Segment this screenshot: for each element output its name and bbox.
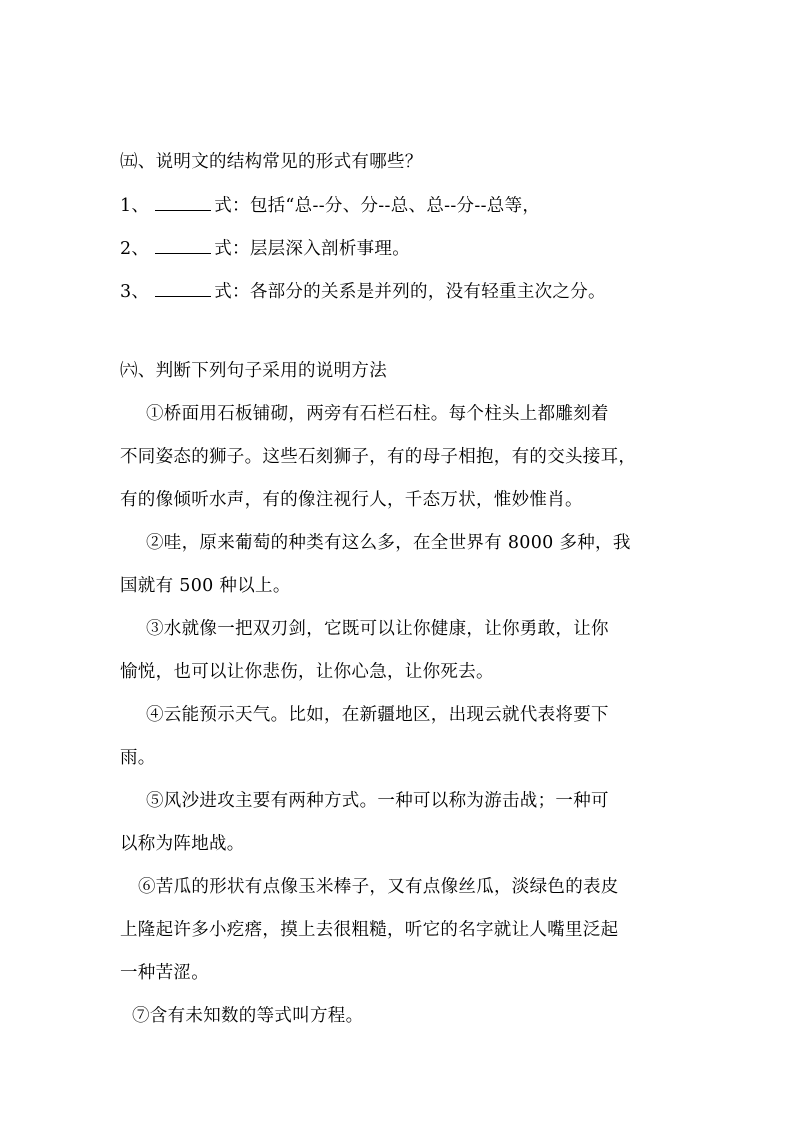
section5-item-2 [120, 235, 410, 260]
paragraph-2-line: ②哇，原来葡萄的种类有这么多，在全世界有 8000 多种，我 [146, 533, 631, 553]
item-number: 1、 [120, 196, 150, 216]
answer-blank[interactable] [155, 235, 211, 254]
paragraph-6-line: 上隆起许多小疙瘩，摸上去很粗糙，听它的名字就让人嘴里泛起 [120, 920, 619, 940]
item-text: 式：层层深入剖析事理。 [214, 239, 411, 259]
answer-blank[interactable] [155, 192, 211, 211]
item-number: 2、 [120, 239, 150, 259]
paragraph-5-line: 以称为阵地战。 [120, 834, 245, 854]
section5-item-3 [120, 278, 606, 303]
item-number: 3、 [120, 282, 150, 302]
paragraph-4-line: 雨。 [120, 748, 156, 768]
item-text: 式：各部分的关系是并列的，没有轻重主次之分。 [214, 282, 606, 302]
item-text: 式：包括“总--分、分--总、总--分--总等， [214, 196, 541, 216]
paragraph-6-line: 一种苦涩。 [120, 963, 209, 983]
paragraph-1-line: 有的像倾听水声，有的像注视行人，千态万状，惟妙惟肖。 [120, 490, 583, 510]
paragraph-6-line: ⑥苦瓜的形状有点像玉米棒子，又有点像丝瓜，淡绿色的表皮 [138, 877, 619, 897]
paragraph-3-line: ③水就像一把双刃剑，它既可以让你健康，让你勇敢，让你 [146, 619, 609, 639]
paragraph-7-line: ⑦含有未知数的等式叫方程。 [132, 1006, 364, 1026]
answer-blank[interactable] [155, 278, 211, 297]
paragraph-1-line: 不同姿态的狮子。这些石刻狮子，有的母子相抱，有的交头接耳， [120, 447, 637, 467]
section5-heading: ㈤、说明文的结构常见的形式有哪些？ [120, 152, 423, 172]
section6-heading: ㈥、判断下列句子采用的说明方法 [120, 361, 387, 381]
paragraph-4-line: ④云能预示天气。比如，在新疆地区，出现云就代表将要下 [146, 705, 609, 725]
paragraph-3-line: 愉悦，也可以让你悲伤，让你心急，让你死去。 [120, 662, 494, 682]
paragraph-5-line: ⑤风沙进攻主要有两种方式。一种可以称为游击战；一种可 [146, 791, 609, 811]
paragraph-1-line: ①桥面用石板铺砌，两旁有石栏石柱。每个柱头上都雕刻着 [146, 404, 609, 424]
section5-item-1 [120, 192, 540, 217]
paragraph-2-line: 国就有 500 种以上。 [120, 576, 291, 596]
